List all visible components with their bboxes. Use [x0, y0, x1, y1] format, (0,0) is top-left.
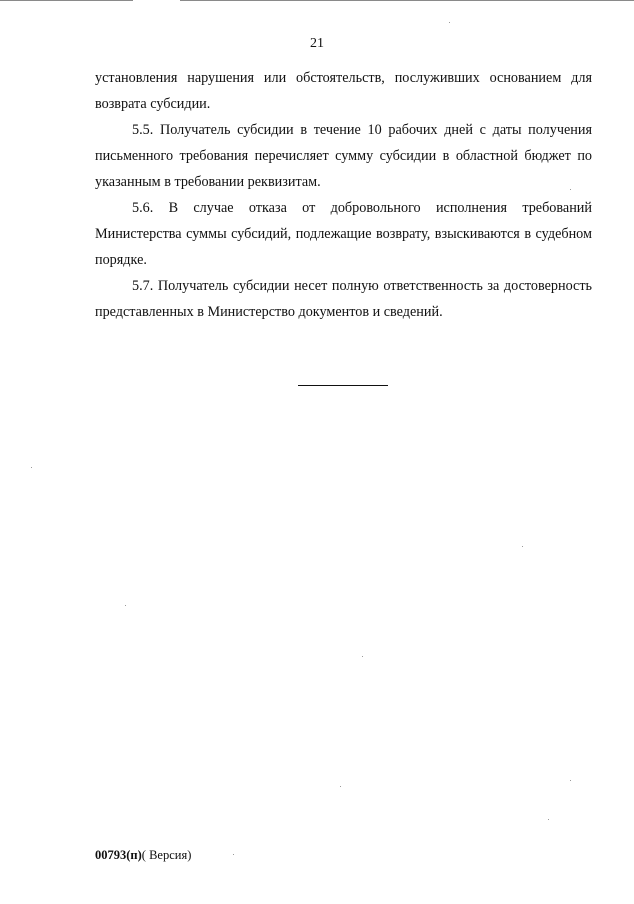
scan-speck [125, 605, 126, 606]
scan-speck [233, 854, 234, 855]
scan-speck [548, 819, 549, 820]
scan-speck [31, 467, 32, 468]
scan-speck [570, 780, 571, 781]
paragraph-5-5: 5.5. Получатель субсидии в течение 10 рабочих дней с даты получения письменного требования перечисляет сумму субсидии в областной бюджет по указанным в требовании реквизитам. [95, 122, 592, 190]
end-separator-line [298, 385, 388, 386]
top-border-line [180, 0, 634, 1]
paragraph-continuation: установления нарушения или обстоятельств, послуживших основанием для возврата субсидии. [95, 70, 592, 112]
document-code-number: 00793(п) [95, 848, 142, 862]
page-number: 21 [310, 36, 324, 51]
document-code [95, 848, 191, 863]
scan-speck [522, 546, 523, 547]
scan-speck [449, 22, 450, 23]
paragraph-5-7: 5.7. Получатель субсидии несет полную ответственность за достоверность представленных в Министерство документов и сведений. [95, 278, 592, 320]
scan-speck [340, 786, 341, 787]
scan-speck [362, 656, 363, 657]
document-version: ( Версия) [141, 848, 192, 862]
document-body [95, 65, 592, 325]
top-border-line [0, 0, 133, 1]
paragraph-5-6: 5.6. В случае отказа от добровольного исполнения требований Министерства суммы субсидий, подлежащие возврату, взыскиваются в судебном порядке. [95, 200, 592, 268]
scan-speck [570, 189, 571, 190]
